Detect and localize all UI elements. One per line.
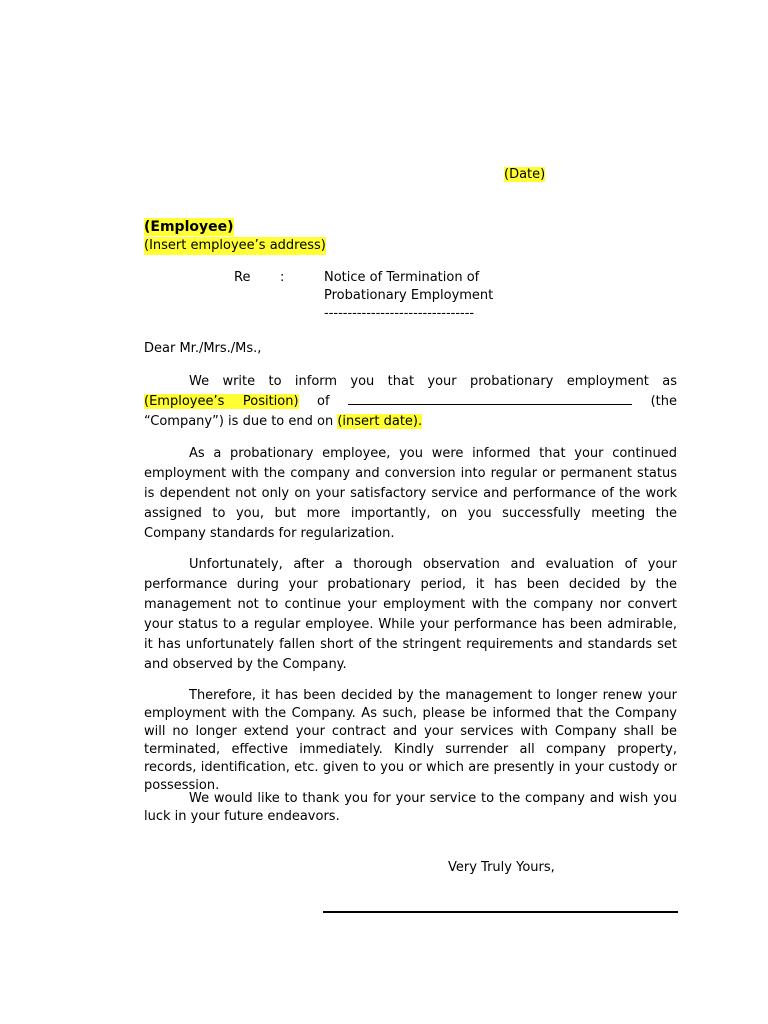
re-label: Re [234,270,251,285]
date-placeholder: (Date) [504,167,546,182]
end-date-placeholder: (insert date). [337,414,423,429]
paragraph-1-text-c: (the “Company”) is due to end on [144,394,677,429]
subject-text [324,269,493,323]
paragraph-4-text: Therefore, it has been decided by the management to longer renew your employment with the Company. As such, please be informed that the Company will no longer extend your contract and your services with Company shall be terminated, effective immediately. Kindly surrender all company property, records, identification, etc. given to you or which are presently in your custody or possession. [144,688,677,793]
closing: Very Truly Yours, [448,860,555,875]
paragraph-3-text: Unfortunately, after a thorough observation and evaluation of your performance during your probationary period, it has been decided by the management not to continue your employment with the company nor convert your status to a regular employee. While your performance has been admirable, it has unfortunately fallen short of the stringent requirements and standards set and observed by the Company. [144,557,677,672]
paragraph-5-text: We would like to thank you for your service to the company and wish you luck in your future endeavors. [144,791,677,824]
paragraph-3 [144,555,677,675]
paragraph-1-text-b: of [298,394,349,409]
date-line [504,166,545,184]
paragraph-5 [144,790,677,826]
paragraph-2-text: As a probationary employee, you were informed that your continued employment with the company and conversion into regular or permanent status is dependent not only on your satisfactory service and performance of the work assigned to you, but more importantly, on you successfully meeting the Company standards for regularization. [144,446,677,541]
subject-underline: -------------------------------- [324,306,475,321]
paragraph-2 [144,444,677,544]
subject-line-2: Probationary Employment [324,288,494,303]
employee-name-placeholder: (Employee) [144,219,234,235]
re-colon: : [280,270,285,285]
position-placeholder: (Employee’s Position) [144,394,299,409]
paragraph-4 [144,687,677,795]
subject-line-1: Notice of Termination of [324,270,480,285]
paragraph-1-text-a: We write to inform you that your probationary employment as [189,374,677,389]
paragraph-1 [144,372,677,432]
salutation: Dear Mr./Mrs./Ms., [144,341,262,356]
employee-address-placeholder: (Insert employee’s address) [144,238,326,253]
signature-line [323,911,678,913]
company-name-blank [348,392,632,405]
recipient-block [144,218,326,255]
